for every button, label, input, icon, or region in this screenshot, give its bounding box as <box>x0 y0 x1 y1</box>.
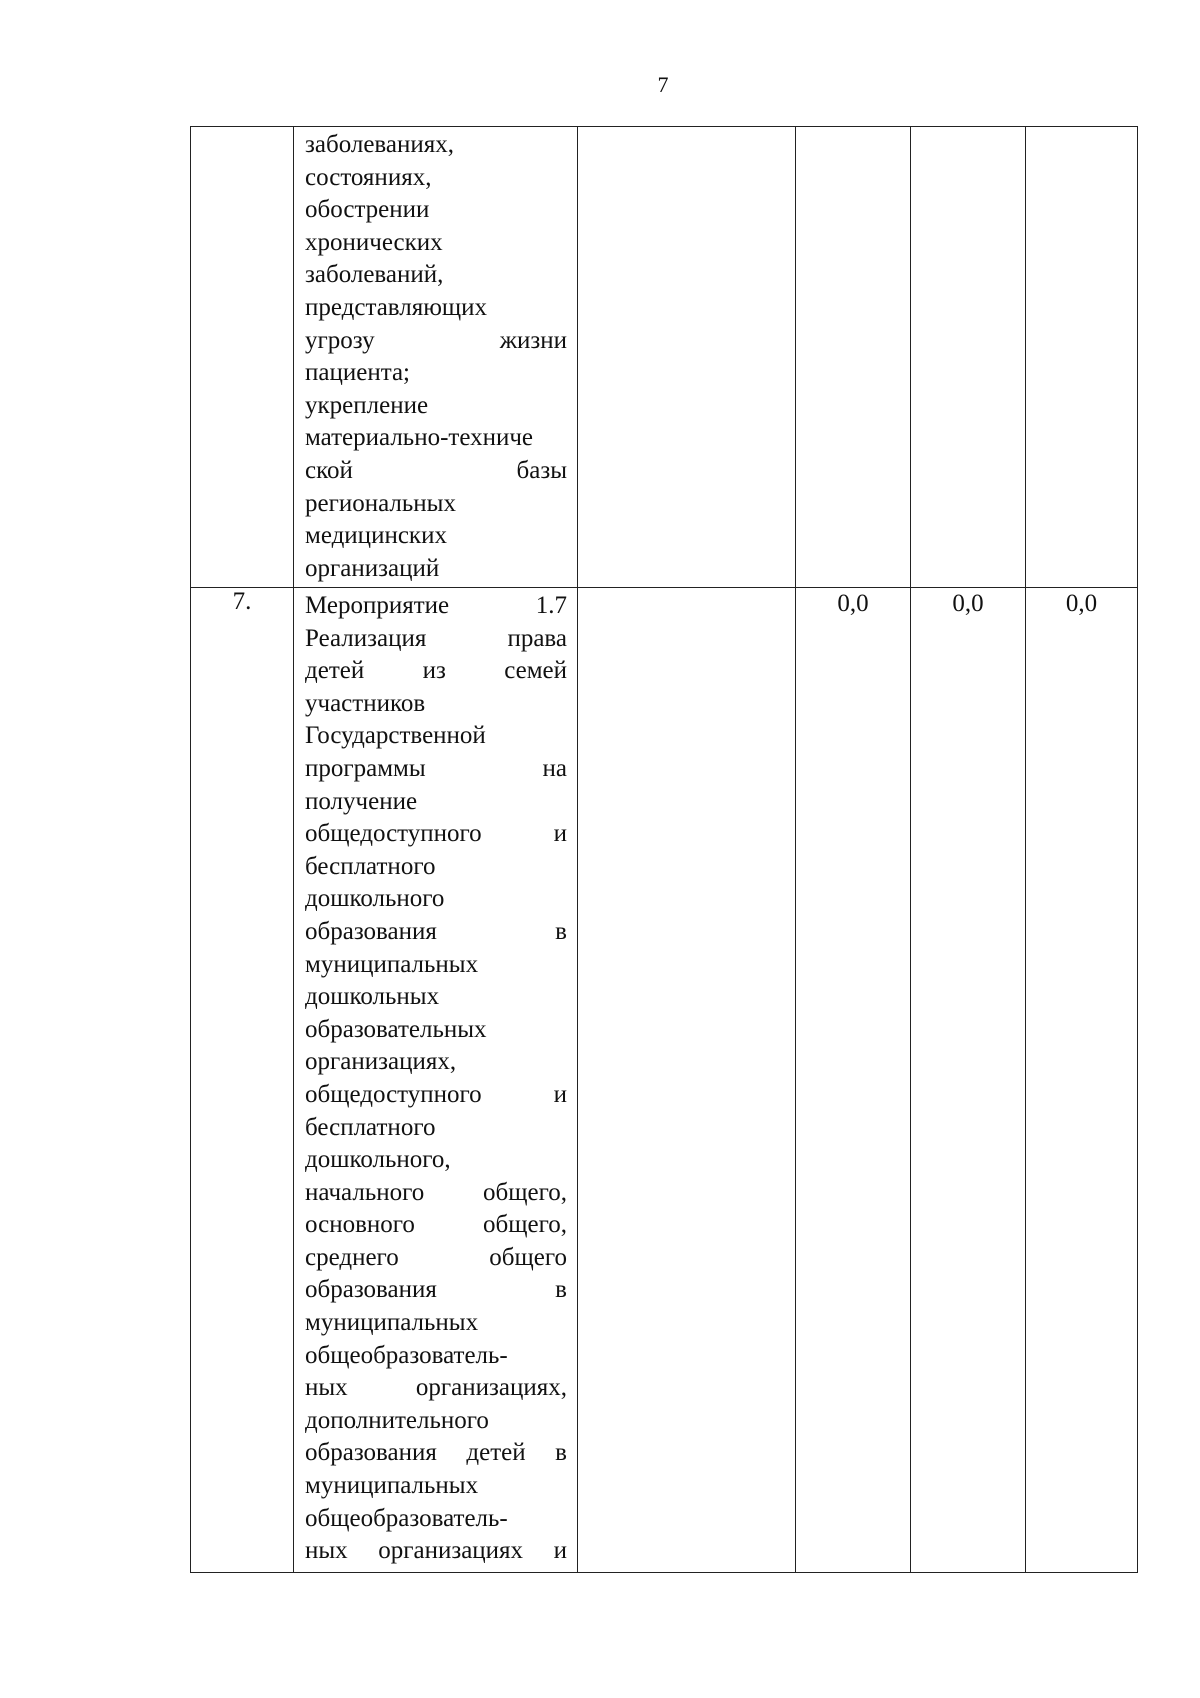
text-line: дошкольного <box>305 885 445 913</box>
text-line: бесплатного <box>305 852 436 880</box>
text-line: медицинских <box>305 522 447 550</box>
text-line: Государственной <box>305 722 486 750</box>
text-line: региональных <box>305 489 456 517</box>
text-line: начального общего, <box>305 1178 567 1206</box>
value-cell: 0,0 <box>1026 588 1138 1573</box>
text-line: обострении <box>305 196 430 224</box>
text-line: получение <box>305 787 418 815</box>
text-line: основного общего, <box>305 1211 567 1239</box>
text-line: общедоступного и <box>305 1080 567 1108</box>
value-cell: 0,0 <box>911 588 1026 1573</box>
text-line: участников <box>305 689 426 717</box>
text-line: муниципальных <box>305 1309 479 1337</box>
text-line: образования в <box>305 917 567 945</box>
table-row <box>191 588 1138 1573</box>
source-cell <box>578 127 796 588</box>
text-line: представляющих <box>305 293 488 321</box>
value-cell <box>1026 127 1138 588</box>
text-line: Реализация права <box>305 624 567 652</box>
document-table <box>190 126 1138 1573</box>
text-line: ных организациях, <box>305 1374 567 1402</box>
text-line: образовательных <box>305 1015 487 1043</box>
value-cell: 0,0 <box>796 588 911 1573</box>
text-line: дошкольного, <box>305 1146 451 1174</box>
text-line: укрепление <box>305 391 429 419</box>
text-line: образования детей в <box>305 1439 567 1467</box>
text-line: общеобразователь- <box>305 1504 508 1532</box>
text-line: дополнительного <box>305 1406 489 1434</box>
text-line: детей из семей <box>305 657 567 685</box>
text-line: бесплатного <box>305 1113 436 1141</box>
text-line: хронических <box>305 228 443 256</box>
text-line: муниципальных <box>305 950 479 978</box>
text-line: заболеваний, <box>305 261 444 289</box>
text-line: дошкольных <box>305 983 440 1011</box>
text-line: общедоступного и <box>305 820 567 848</box>
text-line: организациях, <box>305 1048 457 1076</box>
text-line: программы на <box>305 754 567 782</box>
text-line: муниципальных <box>305 1472 479 1500</box>
value-cell <box>796 127 911 588</box>
text-line: угрозу жизни <box>305 326 567 354</box>
text-line: общеобразователь- <box>305 1341 508 1369</box>
activity-description <box>294 127 578 588</box>
text-line: образования в <box>305 1276 567 1304</box>
text-line: ской базы <box>305 456 567 484</box>
text-line: ных организациях и <box>305 1537 567 1565</box>
page-number: 7 <box>657 72 669 97</box>
text-line: заболеваниях, <box>305 131 455 158</box>
row-number <box>191 127 294 588</box>
value-cell <box>911 127 1026 588</box>
row-number: 7. <box>191 588 294 1573</box>
table-row <box>191 127 1138 588</box>
text-line: материально-техниче <box>305 424 534 452</box>
source-cell <box>578 588 796 1573</box>
text-line: пациента; <box>305 359 410 387</box>
text-line: среднего общего <box>305 1243 567 1271</box>
activity-description <box>294 588 578 1573</box>
text-line: состояниях, <box>305 163 432 191</box>
text-line: организаций <box>305 554 440 582</box>
text-line: Мероприятие 1.7 <box>305 592 567 619</box>
